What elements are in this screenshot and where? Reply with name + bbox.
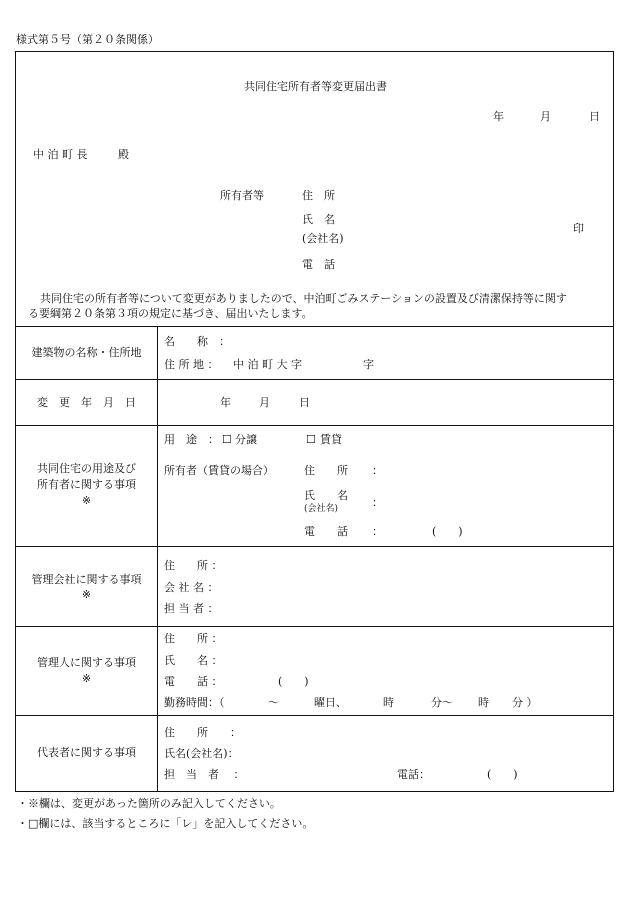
footnote-2: ・□欄には、該当するところに「レ」を記入してください。 [17,817,314,830]
manager-name-label: 氏 名 ： [164,654,223,667]
change-date-day: 日 [299,396,310,409]
owner-address-colon: ： [372,464,383,477]
owner-name-label: 氏 名 [304,489,348,502]
addressee-name: 中 泊 町 長 [33,148,88,161]
change-date-month: 月 [259,396,270,409]
change-date-year: 年 [220,396,231,409]
manager-hours-label: 勤務時間：（ [164,696,225,709]
manager-phone-label: 電 話 ： [164,675,223,688]
owner-phone-label: 電 話 [304,525,348,538]
rep-phone-label: 電話： [397,768,430,781]
rep-phone-paren: ( ) [487,768,518,781]
manager-hours-minute-2: 分 ） [512,696,538,709]
row-divider-1 [16,379,613,380]
date-month-label: 月 [540,110,551,123]
form-frame [15,51,614,792]
footnote-1: ・※欄は、変更があった箇所のみ記入してください。 [17,797,281,810]
intro-line-2: る要綱第２０条第３項の規定に基づき、届出いたします。 [28,307,313,320]
row-divider-5 [16,715,613,716]
table-top-border [16,326,613,327]
building-address-label: 住 所 地 ： [164,358,219,371]
mgmt-person-label: 担 当 者 ： [164,602,219,615]
date-day-label: 日 [589,110,600,123]
applicant-phone-label: 電 話 [302,258,335,271]
row-divider-2 [16,425,613,426]
usage-row-label-line-1: 共同住宅の用途及び [37,462,136,475]
usage-label: 用 途 ： [164,433,219,446]
checkbox-condo[interactable]: ☐ [222,433,232,446]
manager-hours-minute-1: 分～ [431,696,453,709]
applicant-address-label: 住 所 [302,189,335,202]
applicant-company-label: (会社名) [302,232,344,245]
owner-rental-label: 所有者（賃貸の場合） [164,464,274,477]
building-address-aza: 字 [363,358,374,371]
manager-hours-tilde: ～ [268,696,279,709]
owner-name-colon: ： [372,496,383,509]
row-divider-4 [16,626,613,627]
table-column-divider [157,326,158,791]
owner-address-label: 住 所 [304,464,348,477]
manager-hours-hour-2: 時 [478,696,489,709]
rep-name-label: 氏名(会社名)： [164,747,239,760]
usage-row-mark: ※ [81,494,92,507]
date-year-label: 年 [493,110,504,123]
owner-company-label: (会社名) [304,504,339,514]
option-condo-label: 分譲 [235,433,257,446]
manager-phone-paren: ( ) [278,675,309,688]
intro-line-1: 共同住宅の所有者等について変更がありましたので、中泊町ごみステーションの設置及び清潔保持等に関す [40,292,567,305]
manager-address-label: 住 所 ： [164,632,223,645]
building-name-label: 名 称 ： [164,335,230,348]
form-number: 様式第５号（第２０条関係） [16,33,159,46]
owner-phone-paren: ( ) [432,525,463,538]
manager-mark: ※ [81,672,92,685]
applicant-name-label: 氏 名 [302,213,335,226]
representative-row-label: 代表者に関する事項 [37,746,136,759]
owner-phone-colon: ： [372,525,383,538]
addressee-honorific: 殿 [118,148,129,161]
management-company-row-label: 管理会社に関する事項 [31,573,142,586]
rep-person-label: 担 当 者 ： [164,768,245,781]
manager-hours-weekday: 曜日、 [314,696,347,709]
form-title: 共同住宅所有者等変更届出書 [244,80,387,93]
checkbox-rental[interactable]: ☐ [306,433,316,446]
change-date-row-label: 変 更 年 月 日 [37,396,136,409]
building-row-label: 建築物の名称・住所地 [31,346,142,359]
management-company-mark: ※ [81,588,92,601]
row-divider-3 [16,546,613,547]
applicant-label: 所有者等 [220,189,264,202]
manager-row-label: 管理人に関する事項 [37,656,136,669]
seal-mark: 印 [573,222,584,235]
option-rental-label: 賃貸 [320,433,342,446]
building-address-town: 中 泊 町 大 字 [233,358,302,371]
mgmt-address-label: 住 所 ： [164,559,223,572]
usage-row-label-line-2: 所有者に関する事項 [37,478,136,491]
manager-hours-hour-1: 時 [383,696,394,709]
mgmt-company-label: 会 社 名 ： [164,581,219,594]
rep-address-label: 住 所 ： [164,726,241,739]
